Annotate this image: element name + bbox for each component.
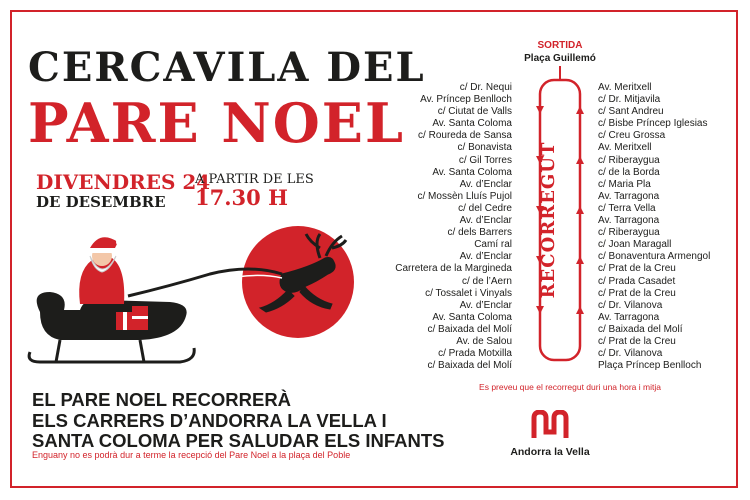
street-item: Av. Tarragona	[598, 190, 660, 202]
street-item: c/ Terra Vella	[598, 202, 656, 214]
street-item: c/ de l’Aern	[461, 275, 512, 287]
route-label: RECORREGUT	[538, 141, 559, 299]
street-item: Av. Príncep Benlloch	[420, 94, 512, 106]
street-item: c/ Gil Torres	[458, 154, 512, 166]
street-item: c/ Dr. Vilanova	[598, 299, 663, 311]
street-item: c/ Dr. Mitjavila	[598, 94, 661, 106]
street-item: Av. Tarragona	[598, 215, 660, 227]
street-item: c/ Sant Andreu	[598, 106, 664, 118]
headline-line: ELS CARRERS D’ANDORRA LA VELLA I	[32, 409, 387, 431]
duration-note: Es preveu que el recorregut duri una hora i mitja	[479, 382, 661, 392]
reception-note: Enguany no es podrà dur a terme la recepció del Pare Noel a la plaça del Poble	[32, 450, 351, 460]
street-item: Av. Meritxell	[598, 142, 652, 154]
street-item: c/ Riberaygua	[598, 227, 660, 239]
street-item: Av. Santa Coloma	[432, 311, 512, 323]
street-item: Av. d’Enclar	[459, 299, 512, 311]
street-item: Av. d’Enclar	[459, 251, 512, 263]
street-item: c/ Prat de la Creu	[598, 263, 676, 275]
street-item: c/ Roureda de Sansa	[418, 130, 512, 142]
street-item: c/ Prada Casadet	[598, 275, 676, 287]
street-item: c/ Prat de la Creu	[598, 335, 676, 347]
street-item: Av. Santa Coloma	[432, 166, 512, 178]
date-month: DE DESEMBRE	[36, 193, 166, 211]
street-item: Plaça Príncep Benlloch	[598, 360, 702, 372]
right-street-list	[598, 82, 710, 372]
headline	[32, 390, 444, 452]
street-item: Carretera de la Margineda	[395, 263, 512, 275]
street-item: c/ de la Borda	[598, 166, 660, 178]
street-item: c/ Baixada del Molí	[427, 360, 512, 372]
santa-sleigh-illustration	[20, 212, 370, 372]
street-item: c/ Ciutat de Valls	[437, 106, 512, 118]
street-item: c/ Maria Pla	[598, 178, 651, 190]
headline-line: SANTA COLOMA PER SALUDAR ELS INFANTS	[32, 430, 445, 451]
street-item: c/ Prat de la Creu	[598, 287, 676, 299]
street-item: Av. Meritxell	[598, 82, 652, 93]
andorra-la-vella-logo-icon	[530, 410, 574, 440]
street-item: Av. Santa Coloma	[432, 118, 512, 130]
start-label: SORTIDA	[537, 40, 583, 51]
street-item: c/ Mossèn Lluís Pujol	[417, 190, 512, 202]
date-day: DIVENDRES 24	[36, 170, 211, 194]
left-street-list	[395, 82, 512, 372]
street-item: c/ del Cedre	[458, 202, 512, 214]
street-item: c/ Joan Maragall	[598, 239, 672, 251]
title-line-1: CERCAVILA DEL	[28, 44, 426, 91]
street-item: c/ Bonaventura Armengol	[598, 251, 711, 263]
title-line-2: PARE NOEL	[28, 91, 405, 155]
street-item: c/ Riberaygua	[598, 154, 660, 166]
start-place: Plaça Guillemó	[524, 53, 596, 64]
street-item: Av. Tarragona	[598, 311, 660, 323]
street-item: Av. de Salou	[456, 335, 512, 347]
street-item: Camí ral	[474, 239, 512, 251]
street-item: c/ Creu Grossa	[598, 130, 666, 142]
street-item: c/ Bonavista	[457, 142, 512, 154]
street-item: Av. d’Enclar	[459, 215, 512, 227]
street-item: c/ Dr. Vilanova	[598, 348, 663, 360]
street-item: c/ Bisbe Príncep Iglesias	[598, 118, 708, 130]
santa-icon	[79, 237, 124, 304]
street-item: c/ Baixada del Molí	[427, 323, 512, 335]
street-item: c/ dels Barrers	[447, 227, 512, 239]
street-item: c/ Tossalet i Vinyals	[425, 287, 512, 299]
street-item: c/ Prada Motxilla	[438, 348, 512, 360]
street-item: c/ Baixada del Molí	[598, 323, 683, 335]
headline-line: EL PARE NOEL RECORRERÀ	[32, 389, 292, 410]
logo-text: Andorra la Vella	[510, 446, 590, 458]
street-item: Av. d’Enclar	[459, 178, 512, 190]
street-item: c/ Dr. Nequi	[459, 82, 512, 93]
time-prefix: A PARTIR DE LES	[195, 172, 314, 187]
time-value: 17.30 H	[195, 185, 288, 210]
